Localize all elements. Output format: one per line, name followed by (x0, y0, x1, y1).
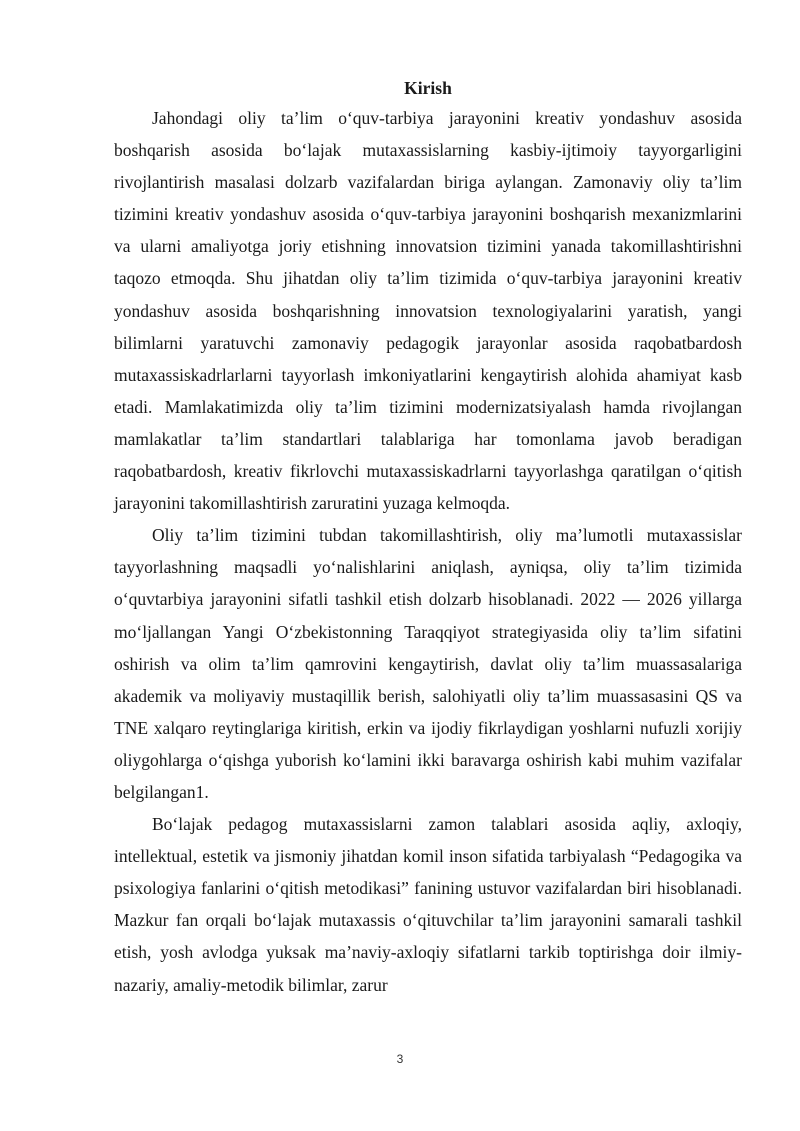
page-title: Kirish (404, 78, 452, 98)
document-page (114, 74, 742, 1001)
paragraph-2: Oliy ta’lim tizimini tubdan takomillashtirish, oliy ma’lumotli mutaxassislar tayyorlashning maqsadli yo‘nalishlarini aniqlash, ayniqsa, oliy ta’lim tizimida o‘quvtarbiya jarayonini sifatli tashkil etish dolzarb hisoblanadi. 2022 — 2026 yillarga mo‘ljallangan Yangi O‘zbekistonning Taraqqiyot strategiyasida oliy ta’lim sifatini oshirish va olim ta’lim qamrovini kengaytirish, davlat oliy ta’lim muassasalariga akademik va moliyaviy mustaqillik berish, salohiyatli oliy ta’lim muassasasini QS va TNE xalqaro reytinglariga kiritish, erkin va ijodiy fikrlaydigan yoshlarni nufuzli xorijiy oliygohlarga o‘qishga yuborish ko‘lamini ikki baravarga oshirish kabi muhim vazifalar belgilangan1. (114, 525, 742, 802)
paragraph-1: Jahondagi oliy ta’lim o‘quv-tarbiya jarayonini kreativ yondashuv asosida boshqarish asosida bo‘lajak mutaxassislarning kasbiy-ijtimoiy tayyorgarligini rivojlantirish masalasi dolzarb vazifalardan biriga aylangan. Zamonaviy oliy ta’lim tizimini kreativ yondashuv asosida o‘quv-tarbiya jarayonini boshqarish mexanizmlarini va ularni amaliyotga joriy etishning innovatsion tizimini yanada takomillashtirishni taqozo etmoqda. Shu jihatdan oliy ta’lim tizimida o‘quv-tarbiya jarayonini kreativ yondashuv asosida boshqarishning innovatsion texnologiyalarini yaratish, yangi bilimlarni yaratuvchi zamonaviy pedagogik jarayonlar asosida raqobatbardosh mutaxassiskadrlarlarni tayyorlash imkoniyatlarini kengaytirish alohida ahamiyat kasb etadi. Mamlakatimizda oliy ta’lim tizimini modernizatsiyalash hamda rivojlangan mamlakatlar ta’lim standartlari talablariga har tomonlama javob beradigan raqobatbardosh, kreativ fikrlovchi mutaxassiskadrlarni tayyorlashga qaratilgan o‘qitish jarayonini takomillashtirish zaruratini yuzaga kelmoqda. (114, 108, 742, 514)
paragraph-3: Bo‘lajak pedagog mutaxassislarni zamon talablari asosida aqliy, axloqiy, intellektual, estetik va jismoniy jihatdan komil inson sifatida tarbiyalash “Pedagogika va psixologiya fanlarini o‘qitish metodikasi” fanining ustuvor vazifalardan biri hisoblanadi. Mazkur fan orqali bo‘lajak mutaxassis o‘qituvchilar ta’lim jarayonini samarali tashkil etish, yosh avlodga yuksak ma’naviy-axloqiy sifatlarni tarkib toptirishga doir ilmiy-nazariy, amaliy-metodik bilimlar, zarur (114, 814, 742, 995)
page-number: 3 (396, 1052, 404, 1066)
